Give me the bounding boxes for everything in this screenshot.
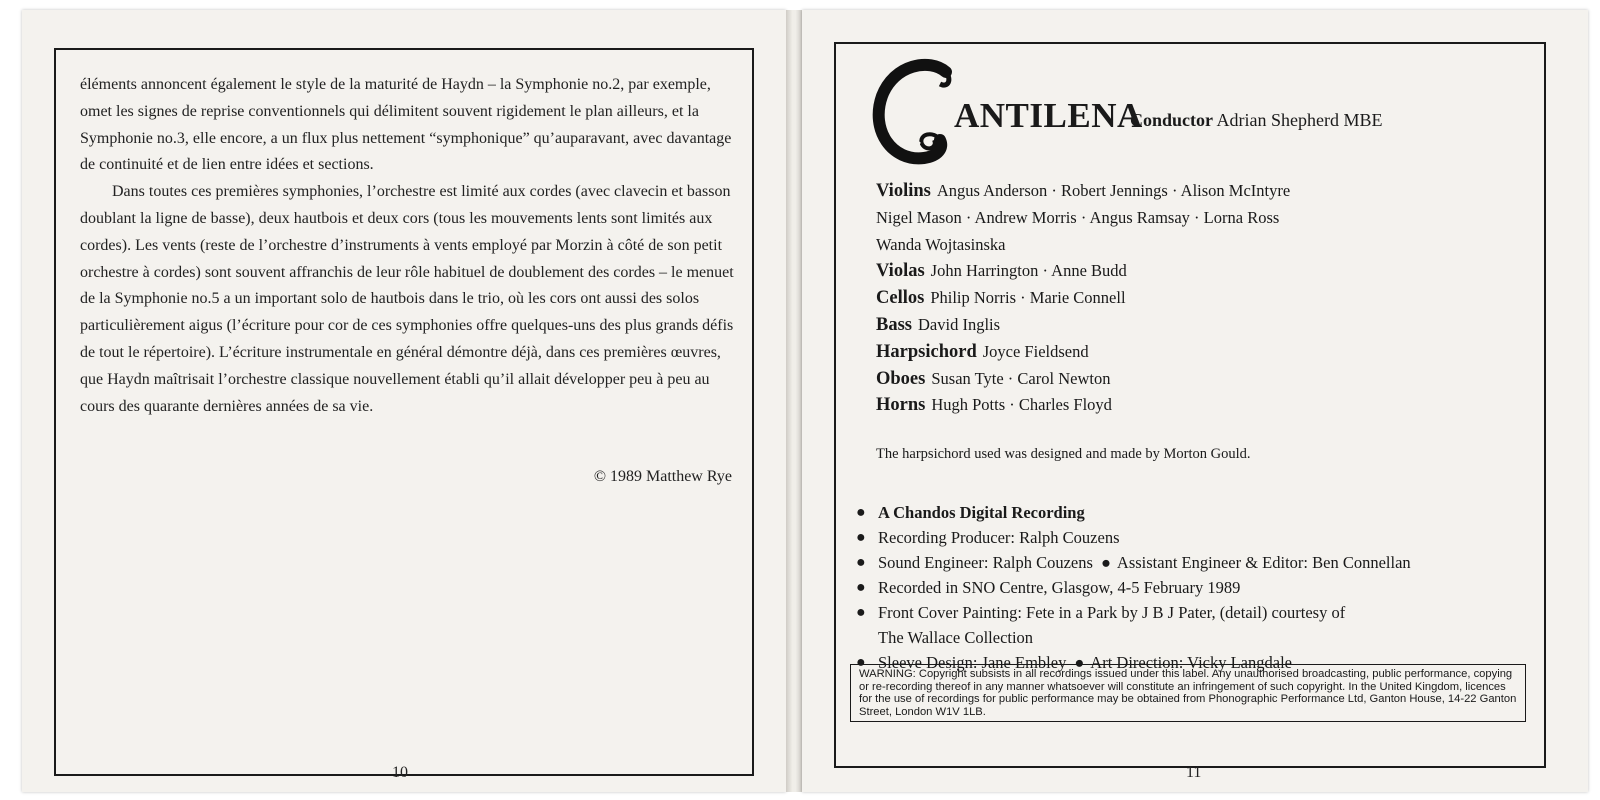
section-harpsichord <box>876 339 1516 366</box>
conductor-name: Adrian Shepherd MBE <box>1216 110 1383 130</box>
copyright-line: © 1989 Matthew Rye <box>593 468 732 485</box>
section-names: Susan Tyte · Carol Newton <box>931 368 1111 388</box>
ensemble-name: ANTILENA <box>954 96 1143 135</box>
section-names: Nigel Mason · Andrew Morris · Angus Ramsay · Lorna Ross <box>876 207 1280 227</box>
harpsichord-note: The harpsichord used was designed and made by Morton Gould. <box>876 446 1251 462</box>
credit-item <box>856 600 1536 625</box>
section-names: Joyce Fieldsend <box>982 341 1089 361</box>
section-violins <box>876 178 1516 205</box>
right-page <box>802 10 1588 792</box>
credit-item-cont <box>856 625 1536 650</box>
conductor-label: Conductor <box>1130 110 1214 130</box>
section-violins-cont <box>876 205 1516 232</box>
section-label: Violas <box>876 261 925 282</box>
right-text-frame <box>834 42 1546 768</box>
credit-text: Assistant Engineer & Editor: Ben Connellan <box>1116 553 1411 572</box>
bullet-icon: ● <box>856 504 866 521</box>
bullet-icon: ● <box>856 554 866 571</box>
essay-paragraph: Dans toutes ces premières symphonies, l’orchestre est limité aux cordes (avec clavecin et basson doublant la ligne de basse), deux hautbois et deux cors (tous les mouvements lents sont limités aux cordes). Les vents (reste de l’orchestre d’instruments à vents employé par Morzin à côté de son petit orchestre à cordes) sont souvent affranchis de leur rôle habituel de doublement des cordes – le menuet de la Symphonie no.5 a un important solo de hautbois dans le trio, où les cors ont aussi des solos particulièrement aigus (l’écriture pour cor de ces symphonies offre quelques-uns des plus grands défis de tout le répertoire). L’écriture instrumentale en général démontre déjà, dans ces premières œuvres, que Haydn maîtrisait l’orchestre classique nouvellement établi qu’il allait développer peu à peu au cours des quarante dernières années de sa vie. <box>80 183 734 415</box>
section-violins-cont <box>876 232 1516 259</box>
section-horns <box>876 392 1516 419</box>
section-names: Hugh Potts · Charles Floyd <box>931 395 1112 415</box>
credit-text: Art Direction: Vicky Langdale <box>1090 653 1292 672</box>
section-cellos <box>876 285 1516 312</box>
credit-text: Recording Producer: Ralph Couzens <box>878 528 1120 547</box>
essay-paragraph: éléments annoncent également le style de la maturité de Haydn – la Symphonie no.2, par exemple, omet les signes de reprise conventionnels qui délimitent souvent rigidement le plan ailleurs, et la Symphonie no.3, elle encore, a un flux plus nettement “symphonique” qu’auparavant, avec davantage de continuité et de lien entre idées et sections. <box>80 76 732 174</box>
musician-list <box>876 178 1516 419</box>
copyright-warning: WARNING: Copyright subsists in all recordings issued under this label. Any unauthorised broadcasting, public performance, copying or re-recording thereof in any manner whatsoever will constitute an infringement of such copyright. In the United Kingdom, licences for the use of recordings for public performance may be obtained from Phonographic Performance Ltd, Ganton House, 14-22 Ganton Street, London W1V 1LB. <box>850 664 1526 722</box>
book-gutter <box>786 10 802 792</box>
bullet-icon: ● <box>856 579 866 596</box>
section-label: Oboes <box>876 368 926 389</box>
bullet-icon: ● <box>856 529 866 546</box>
section-label: Bass <box>876 314 912 335</box>
section-label: Horns <box>876 395 926 416</box>
page-number: 11 <box>1186 764 1202 781</box>
credit-text: Front Cover Painting: Fete in a Park by J B J Pater, (detail) courtesy of <box>878 603 1346 622</box>
section-names: Philip Norris · Marie Connell <box>930 288 1126 308</box>
section-label: Violins <box>876 181 931 201</box>
conductor-credit <box>1130 110 1383 131</box>
bullet-icon: ● <box>856 654 866 671</box>
left-page <box>22 10 786 792</box>
credit-text: Recorded in SNO Centre, Glasgow, 4-5 February 1989 <box>878 578 1241 597</box>
credit-item <box>856 525 1536 550</box>
credit-text: Sound Engineer: Ralph Couzens <box>878 553 1093 572</box>
section-oboes <box>876 366 1516 393</box>
bullet-icon: ● <box>1074 653 1085 672</box>
credit-item <box>856 550 1536 575</box>
essay-text <box>80 72 734 420</box>
section-names: Angus Anderson · Robert Jennings · Alison McIntyre <box>936 181 1291 200</box>
page-number: 10 <box>392 764 408 781</box>
section-label: Harpsichord <box>876 341 977 362</box>
section-bass <box>876 312 1516 339</box>
section-names: Wanda Wojtasinska <box>876 234 1006 254</box>
recording-credits <box>856 500 1536 675</box>
credit-item <box>856 500 1536 525</box>
credit-text: A Chandos Digital Recording <box>878 503 1085 522</box>
section-violas <box>876 258 1516 285</box>
bullet-icon: ● <box>856 604 866 621</box>
credit-text: Sleeve Design: Jane Embley <box>878 653 1067 672</box>
left-text-frame <box>54 48 754 776</box>
cantilena-logo-c-icon <box>868 58 958 168</box>
section-names: John Harrington · Anne Budd <box>930 261 1127 281</box>
section-label: Cellos <box>876 288 925 309</box>
bullet-icon: ● <box>1100 553 1111 572</box>
section-names: David Inglis <box>918 314 1001 334</box>
credit-text: The Wallace Collection <box>878 628 1034 647</box>
credit-item <box>856 575 1536 600</box>
ensemble-header <box>868 58 1528 168</box>
